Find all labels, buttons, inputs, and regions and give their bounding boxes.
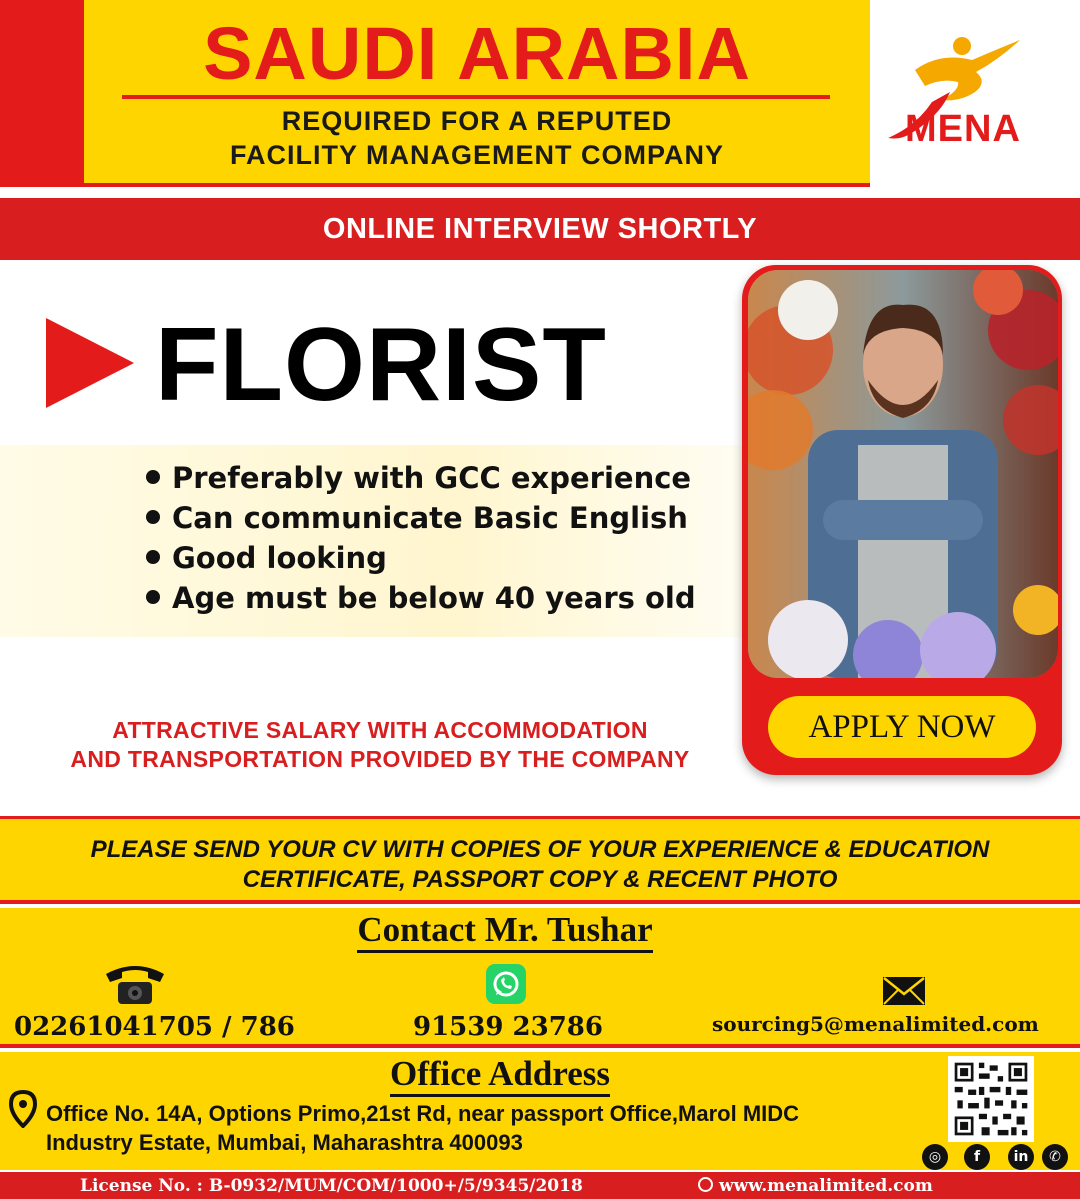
bullet-icon [146, 550, 160, 564]
header-line-1: REQUIRED FOR A REPUTED [281, 106, 673, 136]
cv-line-1: PLEASE SEND YOUR CV WITH COPIES OF YOUR EXPERIENCE & EDUCATION [90, 836, 990, 863]
interview-banner: ONLINE INTERVIEW SHORTLY [0, 198, 1080, 260]
country-underline [122, 95, 830, 99]
facebook-icon[interactable]: f [964, 1144, 990, 1170]
license-number: License No. : B-0932/MUM/COM/1000+/5/9345/2018 [80, 1176, 583, 1196]
list-item: Can communicate Basic English [146, 498, 696, 538]
bullet-icon [146, 510, 160, 524]
contact-title: Contact Mr. Tushar [0, 910, 1010, 950]
whatsapp-icon [486, 964, 526, 1004]
apply-now-button[interactable]: APPLY NOW [768, 696, 1036, 758]
requirements-list [146, 458, 696, 618]
job-title: FLORIST [155, 307, 607, 423]
list-item: Age must be below 40 years old [146, 578, 696, 618]
header-line-2: FACILITY MANAGEMENT COMPANY [229, 140, 724, 170]
salary-line-1: ATTRACTIVE SALARY WITH ACCOMMODATION [112, 717, 648, 743]
email-address[interactable]: sourcing5@menalimited.com [712, 1012, 1039, 1036]
whatsapp-number[interactable]: 91539 23786 [413, 1012, 603, 1042]
logo-text: MENA [905, 108, 1021, 150]
office-title: Office Address [0, 1054, 1000, 1094]
telephone-icon [100, 960, 170, 1006]
bullet-icon [146, 470, 160, 484]
florist-photo [748, 270, 1058, 678]
phone-number[interactable]: 02261041705 / 786 [14, 1012, 295, 1042]
qr-code-icon[interactable] [948, 1056, 1034, 1142]
list-item: Preferably with GCC experience [146, 458, 696, 498]
play-arrow-icon [46, 318, 134, 408]
cv-line-2: CERTIFICATE, PASSPORT COPY & RECENT PHOTO [242, 866, 838, 893]
whatsapp-small-icon[interactable]: ✆ [1042, 1144, 1068, 1170]
address-line-1: Office No. 14A, Options Primo,21st Rd, near passport Office,Marol MIDC [46, 1101, 800, 1126]
bullet-icon [146, 590, 160, 604]
location-pin-icon [8, 1090, 38, 1128]
instagram-icon[interactable]: ◎ [922, 1144, 948, 1170]
linkedin-icon[interactable]: in [1008, 1144, 1034, 1170]
salary-line-2: AND TRANSPORTATION PROVIDED BY THE COMPANY [70, 746, 690, 772]
address-line-2: Industry Estate, Mumbai, Maharashtra 400093 [46, 1130, 523, 1155]
list-item: Good looking [146, 538, 696, 578]
envelope-icon [882, 976, 926, 1006]
country-title: SAUDI ARABIA [203, 12, 751, 95]
header-red-block [0, 0, 84, 187]
website-link[interactable]: www.menalimited.com [698, 1176, 933, 1196]
globe-icon [698, 1177, 713, 1192]
